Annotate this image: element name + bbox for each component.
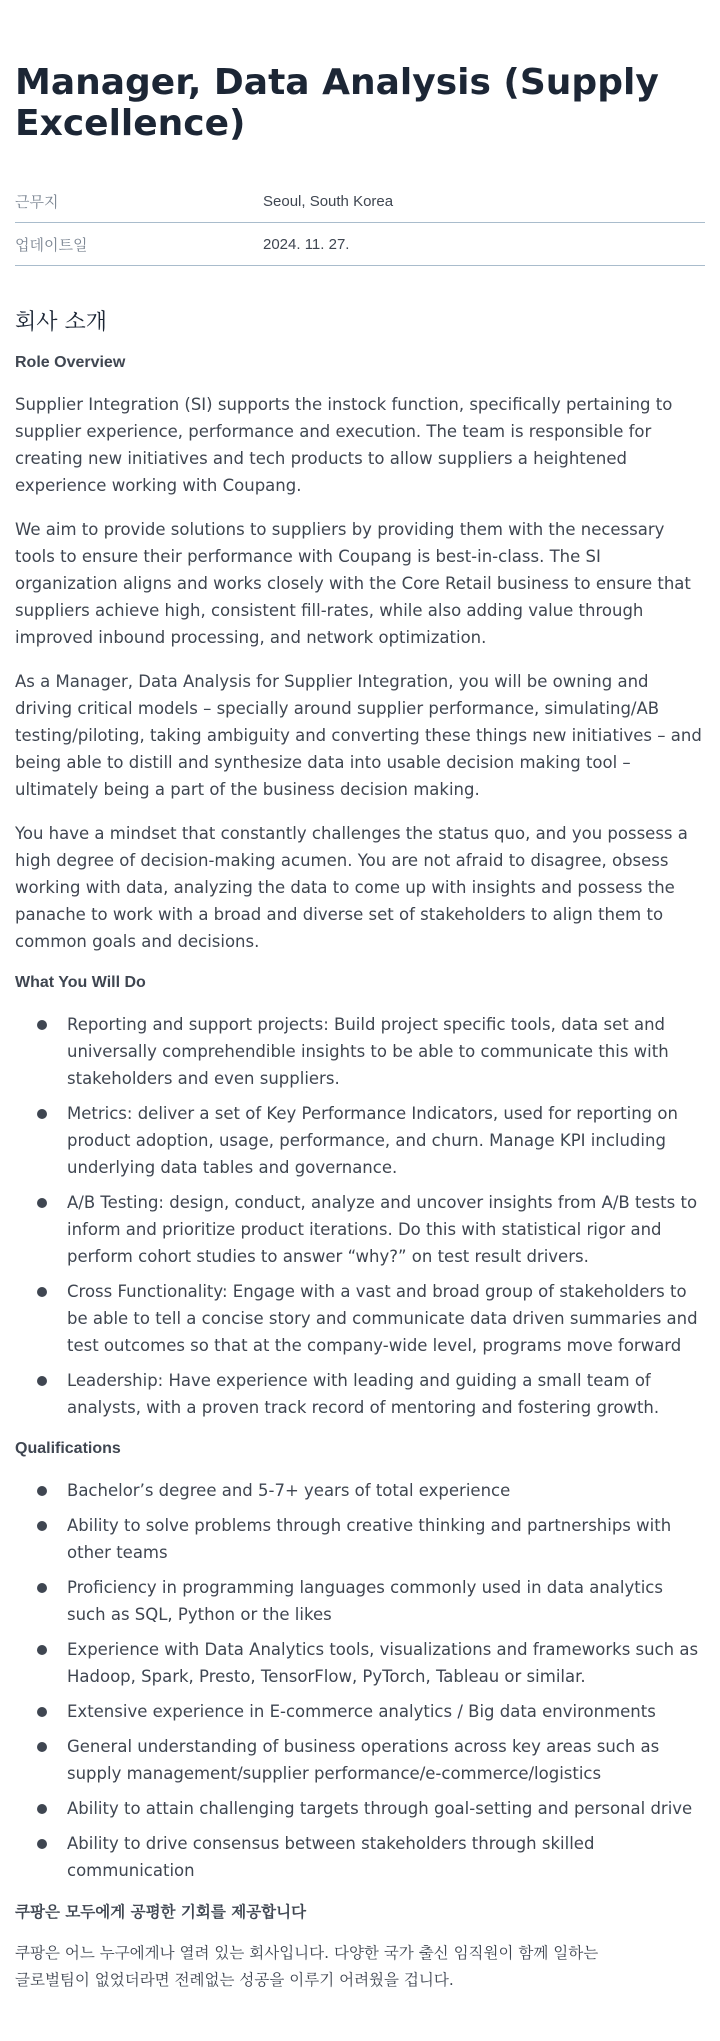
heading-role-overview: Role Overview <box>15 354 126 371</box>
list-item: Extensive experience in E-commerce analytics / Big data environments <box>15 1698 705 1725</box>
meta-value-updated: 2024. 11. 27. <box>263 235 350 253</box>
meta-row-updated <box>15 223 705 266</box>
meta-key-updated: 업데이트일 <box>15 235 88 254</box>
list-item: Cross Functionality: Engage with a vast and broad group of stakeholders to be able to tell a concise story and communicate data driven summaries and test outcomes so that at the company-wide level, programs move forward <box>15 1278 705 1359</box>
section-title-company-intro: 회사 소개 <box>15 310 108 335</box>
heading-what-you-will-do: What You Will Do <box>15 974 146 991</box>
list-item: Reporting and support projects: Build project specific tools, data set and universally comprehendible insights to be able to communicate this with stakeholders and even suppliers. <box>15 1011 705 1092</box>
list-item: Leadership: Have experience with leading and guiding a small team of analysts, with a proven track record of mentoring and fostering growth. <box>15 1367 705 1421</box>
list-item: Ability to drive consensus between stakeholders through skilled communication <box>15 1830 705 1884</box>
list-item: Ability to solve problems through creative thinking and partnerships with other teams <box>15 1512 705 1566</box>
list-item: Ability to attain challenging targets through goal-setting and personal drive <box>15 1795 705 1822</box>
list-item: Metrics: deliver a set of Key Performance Indicators, used for reporting on product adoption, usage, performance, and churn. Manage KPI including underlying data tables and governance. <box>15 1100 705 1181</box>
list-item: Proficiency in programming languages commonly used in data analytics such as SQL, Python or the likes <box>15 1574 705 1628</box>
list-item: A/B Testing: design, conduct, analyze and uncover insights from A/B tests to inform and prioritize product iterations. Do this with statistical rigor and perform cohort studies to answer “why?” on test result drivers. <box>15 1189 705 1270</box>
list-item: General understanding of business operations across key areas such as supply management/supplier performance/e-commerce/logistics <box>15 1733 705 1787</box>
meta-key-location: 근무지 <box>15 192 59 211</box>
list-item: Experience with Data Analytics tools, visualizations and frameworks such as Hadoop, Spark, Presto, TensorFlow, PyTorch, Tableau or similar. <box>15 1636 705 1690</box>
list-item: Bachelor’s degree and 5-7+ years of total experience <box>15 1477 705 1504</box>
equal-opportunity-line-1: 쿠팡은 어느 누구에게나 열려 있는 회사입니다. 다양한 국가 출신 임직원이 함께 일하는 <box>15 1944 599 1962</box>
heading-qualifications: Qualifications <box>15 1440 121 1457</box>
duties-list <box>15 1011 705 1421</box>
paragraph-overview-2: We aim to provide solutions to suppliers by providing them with the necessary tools to ensure their performance with Coupang is best-in-class. The SI organization aligns and works closely with the Core Retail business to ensure that suppliers achieve high, consistent fill-rates, while also adding value through improved inbound processing, and network optimization. <box>15 520 691 647</box>
paragraph-overview-1: Supplier Integration (SI) supports the instock function, specifically pertaining to supplier experience, performance and execution. The team is responsible for creating new initiatives and tech products to allow suppliers a heightened experience working with Coupang. <box>15 395 673 495</box>
meta-row-location <box>15 180 705 223</box>
job-title: Manager, Data Analysis (Supply Excellence) <box>15 62 659 144</box>
qualifications-list <box>15 1477 705 1884</box>
equal-opportunity-line-2: 글로벌팀이 없었더라면 전례없는 성공을 이루기 어려웠을 겁니다. <box>15 1971 454 1989</box>
heading-equal-opportunity: 쿠팡은 모두에게 공평한 기회를 제공합니다 <box>15 1903 307 1921</box>
meta-value-location: Seoul, South Korea <box>263 192 394 210</box>
paragraph-overview-3: As a Manager, Data Analysis for Supplier Integration, you will be owning and driving critical models – specially around supplier performance, simulating/AB testing/piloting, taking ambiguity and converting these things new initiatives – and being able to distill and synthesize data into usable decision making tool – ultimately being a part of the business decision making. <box>15 672 702 799</box>
job-meta-table <box>15 180 705 266</box>
paragraph-equal-opportunity <box>15 1940 705 1994</box>
paragraph-overview-4: You have a mindset that constantly challenges the status quo, and you possess a high degree of decision-making acumen. You are not afraid to disagree, obsess working with data, analyzing the data to come up with insights and possess the panache to work with a broad and diverse set of stakeholders to align them to common goals and decisions. <box>15 824 688 951</box>
